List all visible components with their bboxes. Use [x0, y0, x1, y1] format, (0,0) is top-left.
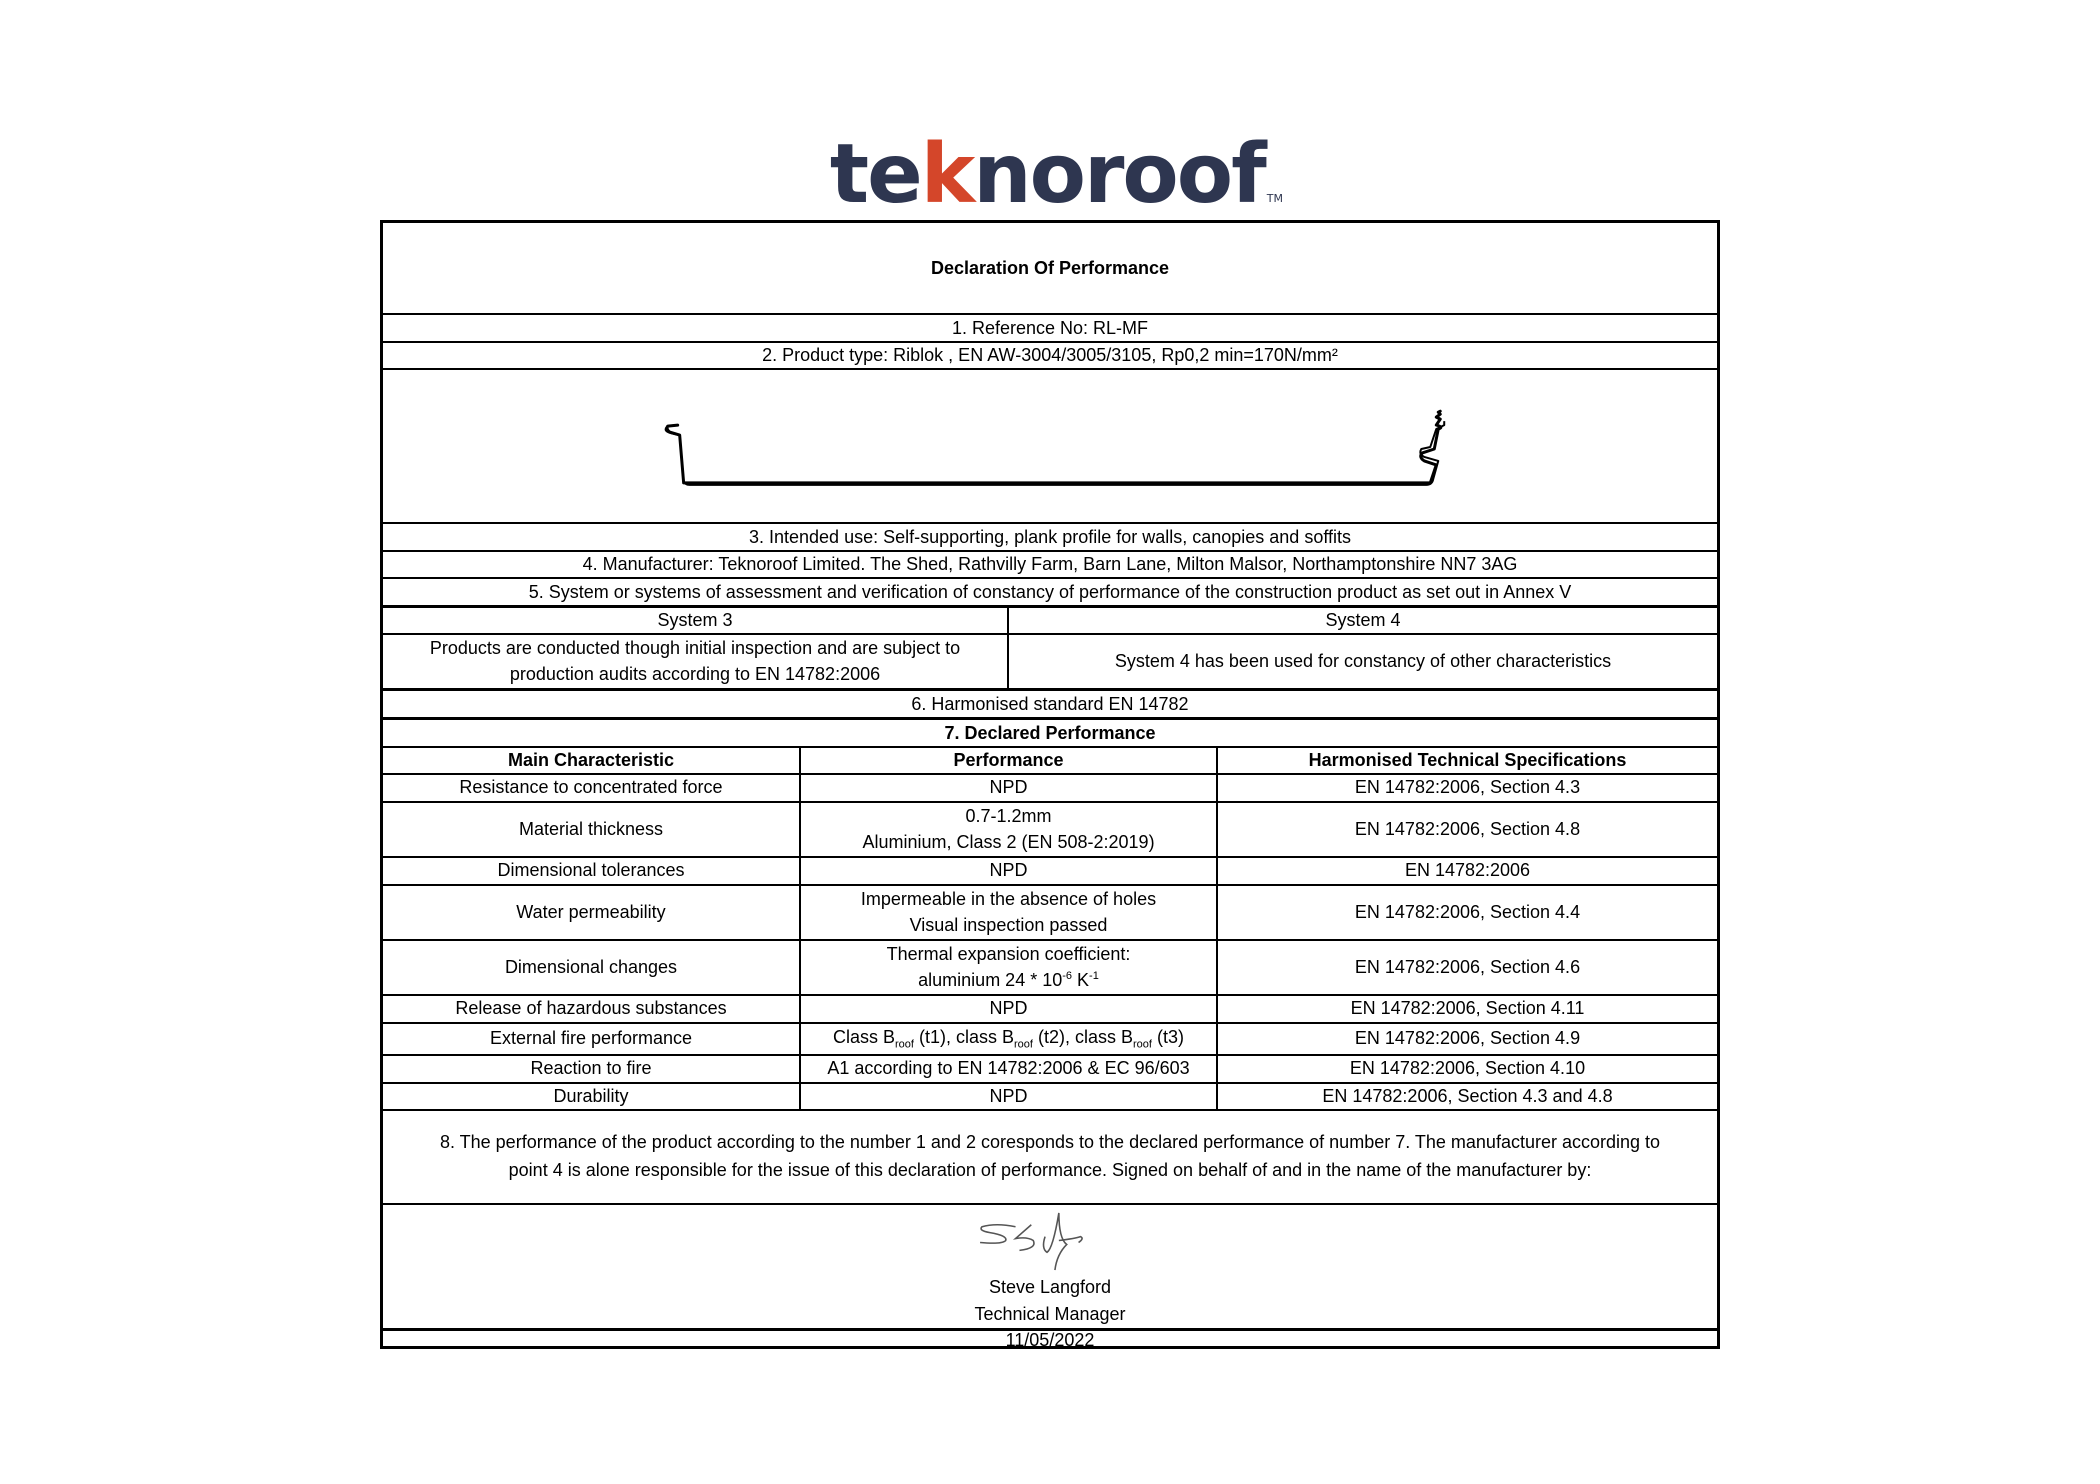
table-row [383, 996, 1717, 1024]
signature-icon [975, 1209, 1125, 1274]
signatory-role: Technical Manager [974, 1304, 1126, 1324]
col-performance: Performance [799, 748, 1216, 773]
spec-cell: EN 14782:2006 [1216, 858, 1717, 884]
system4-desc: System 4 has been used for constancy of other characteristics [1007, 635, 1717, 688]
signatory-name: Steve Langford [988, 1277, 1112, 1297]
table-row [383, 941, 1717, 996]
harmonised-standard: 6. Harmonised standard EN 14782 [383, 691, 1717, 720]
spec-cell: EN 14782:2006, Section 4.9 [1216, 1024, 1717, 1054]
table-row [383, 1024, 1717, 1056]
table-row [383, 775, 1717, 803]
performance-cell: A1 according to EN 14782:2006 & EC 96/603 [799, 1056, 1216, 1082]
spec-cell: EN 14782:2006, Section 4.8 [1216, 803, 1717, 856]
doc-title: Declaration Of Performance [383, 223, 1717, 315]
manufacturer: 4. Manufacturer: Teknoroof Limited. The Shed, Rathvilly Farm, Barn Lane, Milton Malsor, Northamptonshire NN7 3AG [383, 552, 1717, 579]
system3-label: System 3 [657, 609, 733, 630]
characteristic-cell: External fire performance [489, 1028, 693, 1049]
characteristic-cell: Dimensional changes [504, 956, 678, 977]
plank-profile-icon [383, 369, 1717, 523]
col-main-characteristic: Main Characteristic [507, 749, 675, 770]
table-row [383, 886, 1717, 941]
systems-header-row [383, 608, 1717, 635]
declaration-statement: 8. The performance of the product according to the number 1 and 2 coresponds to the declared performance of number 7. The manufacturer according to point 4 is alone responsible for the issue of this declaration of performance. Signed on behalf of and in the name of the manufacturer by: [383, 1111, 1717, 1205]
characteristic-cell: Resistance to concentrated force [459, 777, 723, 798]
spec-cell: EN 14782:2006, Section 4.10 [1216, 1056, 1717, 1082]
intended-use: 3. Intended use: Self-supporting, plank profile for walls, canopies and soffits [383, 524, 1717, 552]
performance-cell: NPD [799, 1084, 1216, 1109]
reference-no: 1. Reference No: RL-MF [383, 315, 1717, 343]
table-row [383, 858, 1717, 886]
system4-label: System 4 [1007, 608, 1717, 633]
characteristic-cell: Water permeability [516, 901, 666, 922]
characteristic-cell: Release of hazardous substances [455, 998, 727, 1019]
date: 11/05/2022 [1005, 1329, 1095, 1350]
characteristic-cell: Reaction to fire [530, 1058, 652, 1079]
profile-drawing [383, 370, 1717, 524]
systems-heading: 5. System or systems of assessment and verification of constancy of performance of the construction product as set out in Annex V [383, 579, 1717, 608]
spec-cell: EN 14782:2006, Section 4.11 [1216, 996, 1717, 1022]
performance-cell: 0.7-1.2mm Aluminium, Class 2 (EN 508-2:2019) [799, 803, 1216, 856]
performance-cell: NPD [799, 996, 1216, 1022]
declaration-of-performance [380, 220, 1720, 1349]
performance-cell: Thermal expansion coefficient: aluminium $24 * 10^{-6}$ $K^{-1}$ [799, 941, 1216, 994]
performance-cell: NPD [799, 858, 1216, 884]
spec-cell: EN 14782:2006, Section 4.3 [1216, 775, 1717, 801]
spec-cell: EN 14782:2006, Section 4.4 [1216, 886, 1717, 939]
spec-cell: EN 14782:2006, Section 4.3 and 4.8 [1216, 1084, 1717, 1109]
characteristic-cell: Material thickness [518, 818, 664, 839]
declared-performance-heading: 7. Declared Performance [383, 720, 1717, 748]
table-row [383, 1084, 1717, 1111]
system3-desc: Products are conducted though initial inspection and are subject to production audits according to EN 14782:2006 [429, 638, 961, 684]
col-specifications: Harmonised Technical Specifications [1216, 748, 1717, 773]
teknoroof-logo: teknoroof TM [829, 127, 1283, 222]
performance-cell: Impermeable in the absence of holes Visual inspection passed [799, 886, 1216, 939]
table-header [383, 748, 1717, 775]
signature-block [383, 1205, 1717, 1331]
characteristic-cell: Dimensional tolerances [497, 860, 685, 881]
systems-desc-row [383, 635, 1717, 691]
table-row [383, 803, 1717, 858]
product-type: 2. Product type: Riblok , EN AW-3004/3005/3105, Rp0,2 min=170N/mm² [383, 343, 1717, 370]
table-row [383, 1056, 1717, 1084]
characteristic-cell: Durability [553, 1085, 629, 1106]
spec-cell: EN 14782:2006, Section 4.6 [1216, 941, 1717, 994]
performance-cell: Class $B_{roof}$ (t1), class $B_{roof}$ (t2), class $B_{roof}$ (t3) [799, 1024, 1216, 1054]
performance-cell: NPD [799, 775, 1216, 801]
